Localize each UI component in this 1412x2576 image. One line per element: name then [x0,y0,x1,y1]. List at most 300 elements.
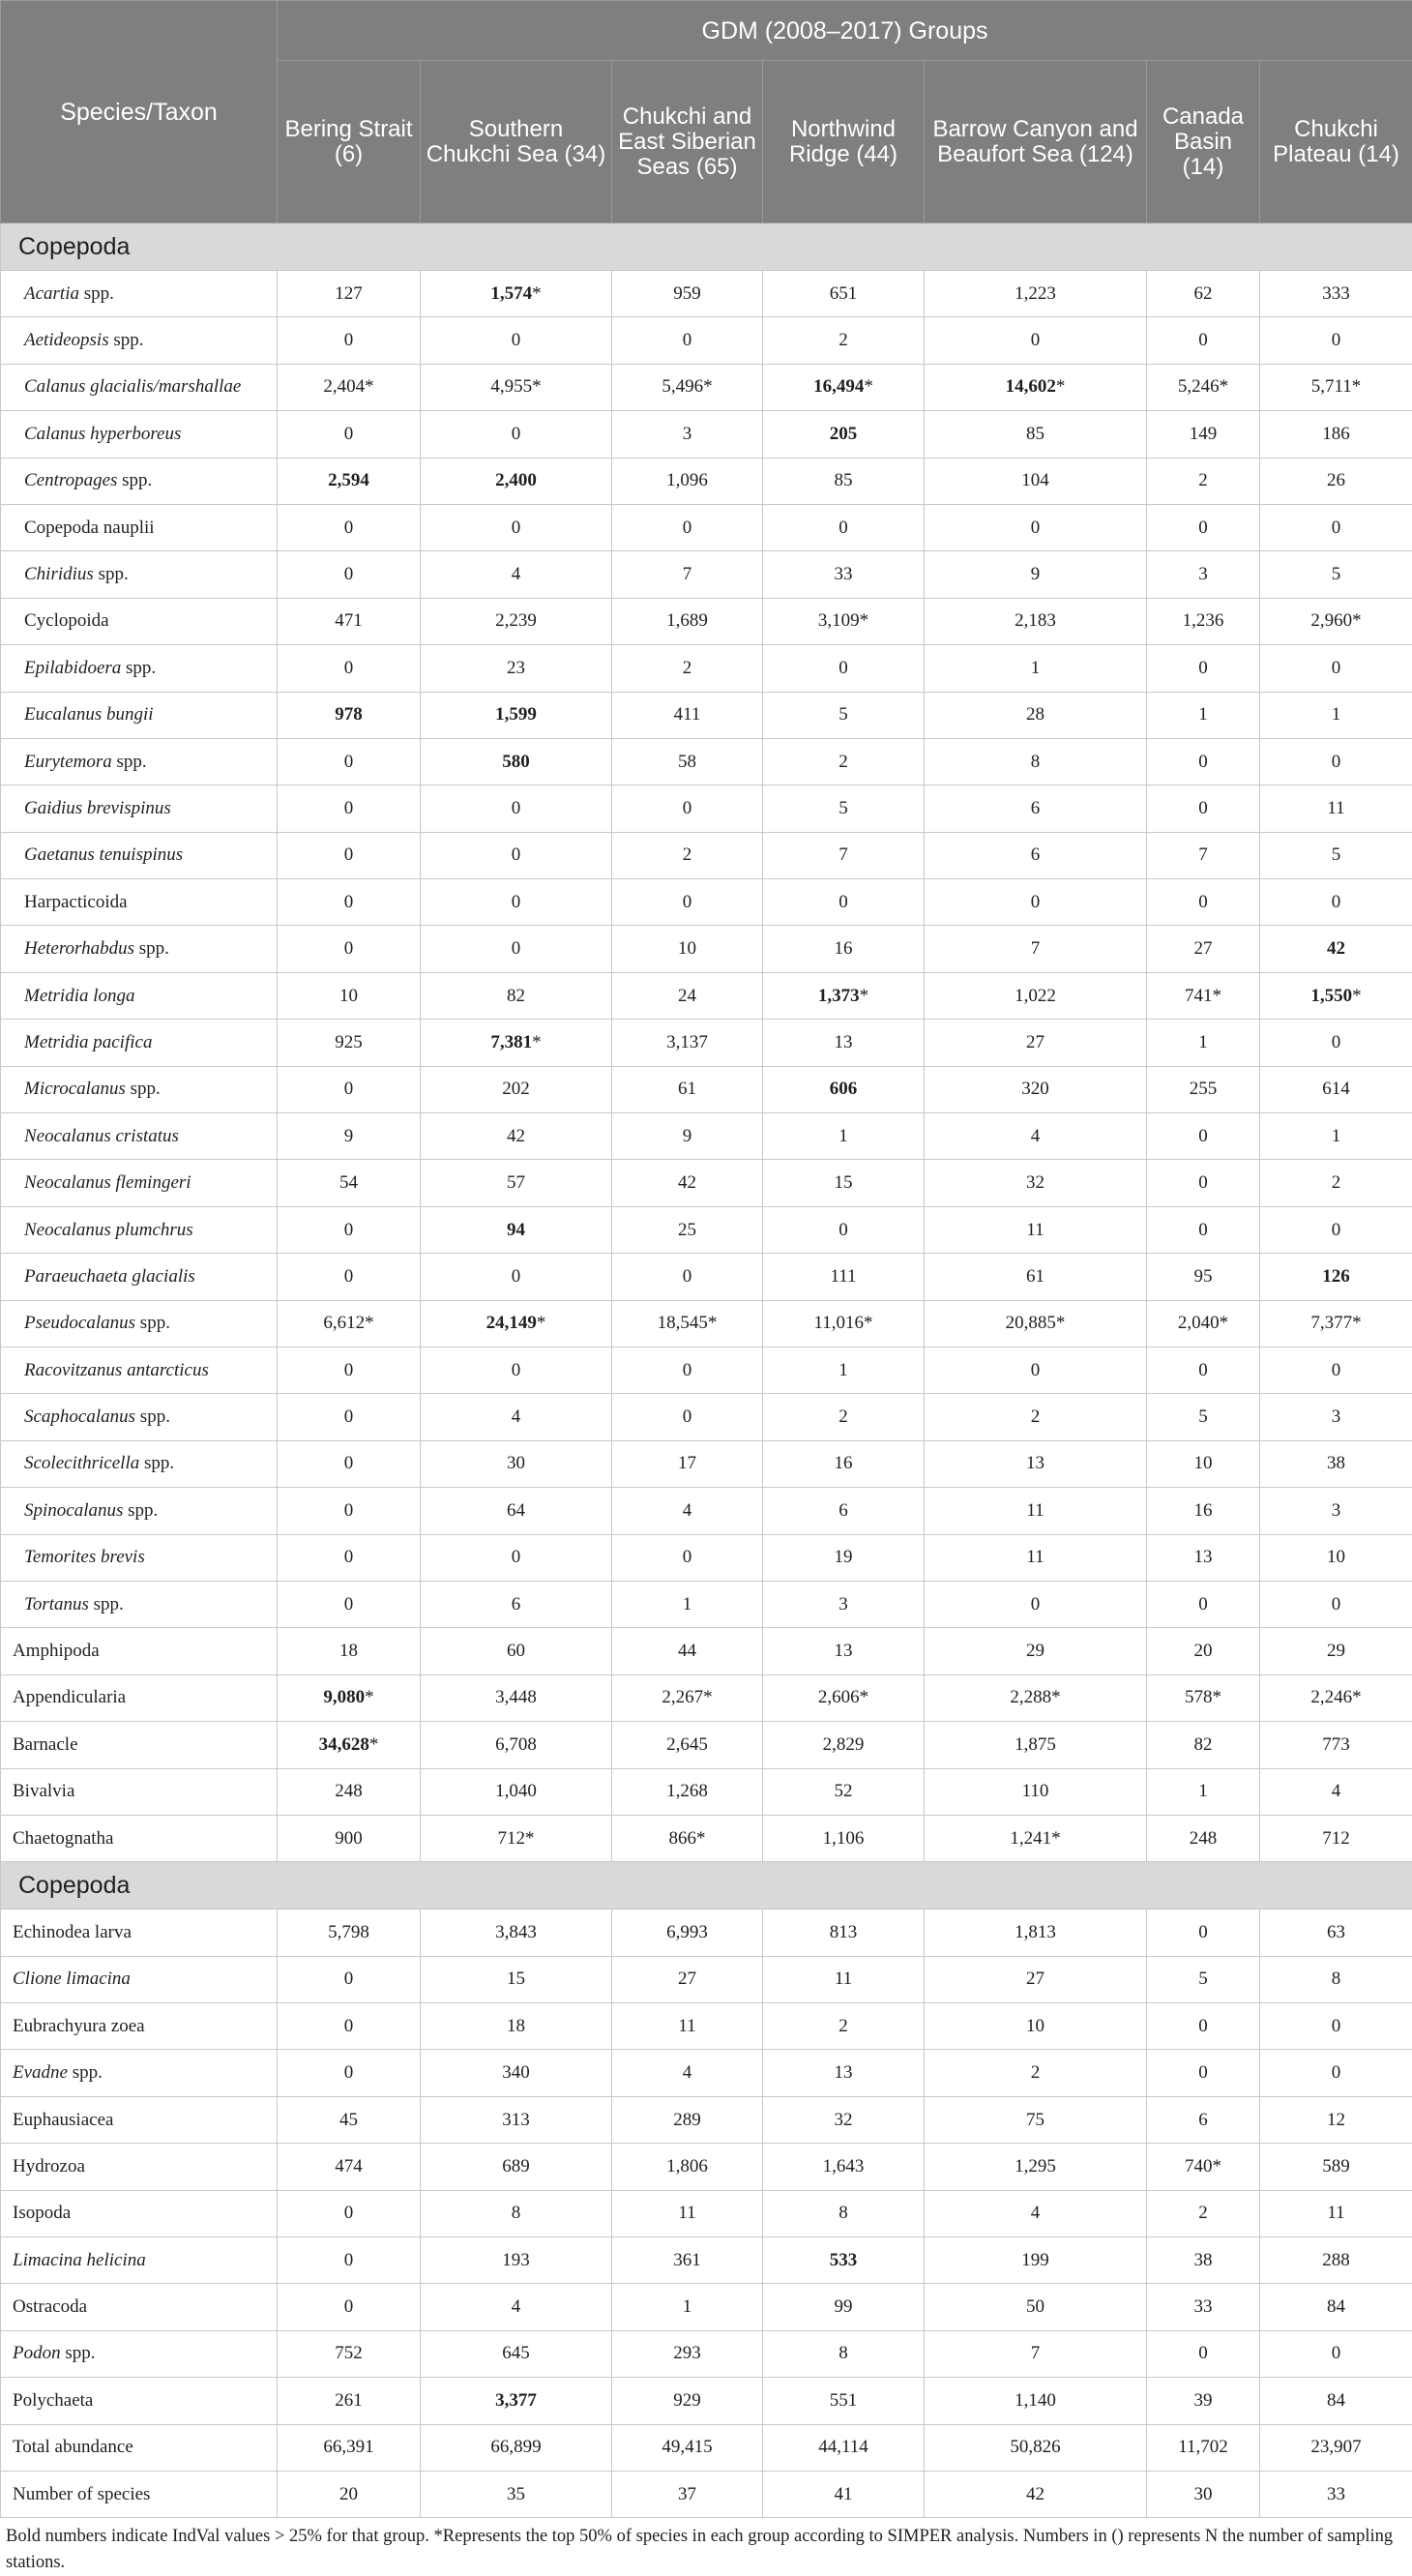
value-cell [421,2003,612,2050]
abundance-value: 42 [1026,2484,1044,2504]
value-cell [925,2237,1147,2284]
value-cell [421,1347,612,1393]
abundance-value: 202 [502,1079,530,1099]
abundance-value: 0 [838,1220,848,1240]
taxon-name: Ostracoda [13,2296,87,2317]
value-cell [1260,551,1412,598]
abundance-value: 1,223 [1015,283,1056,304]
taxon-name-cell [1,271,278,317]
taxon-name: Chaetognatha [13,1828,113,1849]
value-cell [925,879,1147,926]
abundance-value: 0 [1198,892,1208,912]
simper-star-marker: * [1051,1828,1061,1849]
abundance-value: 1 [683,2296,692,2317]
table-row [1,2003,1412,2050]
abundance-value: 0 [344,1406,354,1427]
value-cell [421,2424,612,2471]
taxon-name: Eucalanus bungii [24,704,154,725]
abundance-value: 44 [678,1641,696,1661]
abundance-value: 0 [344,892,354,912]
section-header [1,1862,1412,1910]
abundance-value: 2,183 [1015,610,1056,631]
taxon-name: Appendicularia [13,1687,126,1707]
value-cell [763,1254,925,1300]
abundance-value: 27 [1194,938,1213,959]
value-cell [421,2144,612,2190]
value-cell [1260,1581,1412,1627]
abundance-value: 44,114 [818,2437,868,2457]
value-cell [1147,1206,1260,1253]
value-cell [1147,738,1260,785]
value-cell [763,504,925,550]
taxon-name: Heterorhabdus [24,938,134,959]
value-cell [763,1347,925,1393]
value-cell [612,2424,763,2471]
abundance-value: 61 [678,1079,696,1099]
taxon-name-suffix: spp. [109,330,144,350]
value-cell [421,2050,612,2096]
abundance-value: 0 [512,798,521,818]
value-cell [1260,2378,1412,2424]
value-cell [278,1956,421,2002]
abundance-value: 85 [835,470,853,490]
table-row [1,1440,1412,1487]
value-cell [763,458,925,504]
taxon-name-cell [1,2050,278,2096]
abundance-value: 5 [838,798,848,818]
abundance-value: 9,080 [323,1687,365,1707]
value-cell [763,1488,925,1534]
abundance-value: 2,040 [1178,1313,1220,1333]
value-cell [612,972,763,1019]
value-cell [278,1768,421,1815]
abundance-value: 110 [1022,1781,1049,1801]
abundance-value: 2 [1198,470,1208,490]
taxon-name: Hydrozoa [13,2156,85,2176]
value-cell [925,832,1147,878]
table-row [1,738,1412,785]
table-row [1,832,1412,878]
abundance-value: 1,550 [1310,986,1352,1006]
abundance-value: 1,574 [490,283,532,304]
abundance-value: 0 [838,658,848,678]
value-cell [421,926,612,972]
value-cell [1147,1488,1260,1534]
value-cell [278,879,421,926]
abundance-value: 813 [830,1922,858,1942]
value-cell [1147,1113,1260,1160]
value-cell [763,2471,925,2517]
value-cell [278,2190,421,2236]
abundance-value: 0 [512,424,521,444]
value-cell [612,785,763,832]
value-cell [763,2424,925,2471]
simper-star-marker: * [1213,2156,1222,2176]
value-cell [421,785,612,832]
abundance-value: 3,109 [818,610,860,631]
taxon-name: Gaidius brevispinus [24,798,171,818]
taxon-name-suffix: spp. [94,564,129,584]
value-cell [763,645,925,692]
value-cell [763,411,925,458]
abundance-value: 0 [1198,2343,1208,2363]
value-cell [612,1394,763,1440]
value-cell [1147,1628,1260,1674]
taxon-name-cell [1,738,278,785]
taxon-name: Neocalanus plumchrus [24,1220,193,1240]
simper-star-marker: * [369,1734,379,1755]
taxon-name: Gaetanus tenuispinus [24,844,183,865]
taxon-name-cell [1,1768,278,1815]
abundance-value: 1,268 [666,1781,708,1801]
taxon-name-suffix: spp. [126,1079,161,1099]
abundance-value: 41 [835,2484,853,2504]
table-row [1,458,1412,504]
taxon-name-cell [1,2330,278,2377]
taxon-name: Amphipoda [13,1641,100,1661]
value-cell [1147,2003,1260,2050]
value-cell [763,1300,925,1347]
abundance-value: 288 [1322,2250,1350,2270]
table-row [1,1722,1412,1768]
value-cell [763,1160,925,1206]
abundance-value: 0 [344,1360,354,1380]
value-cell [925,645,1147,692]
abundance-value: 8 [1031,752,1041,772]
value-cell [1260,598,1412,644]
group-header-chukchi-east-siberian: Chukchi and East Siberian Seas (65) [612,61,763,223]
abundance-value: 75 [1026,2110,1044,2130]
abundance-value: 11 [1026,1547,1044,1567]
value-cell [1147,1581,1260,1627]
abundance-value: 0 [683,518,692,538]
value-cell [925,926,1147,972]
table-row [1,1581,1412,1627]
abundance-value: 0 [1031,892,1041,912]
value-cell [763,2096,925,2143]
value-cell [925,1440,1147,1487]
value-cell [925,2190,1147,2236]
abundance-value: 411 [674,704,701,725]
value-cell [763,1581,925,1627]
abundance-value: 13 [835,2062,853,2083]
value-cell [925,1020,1147,1066]
simper-star-marker: * [532,1032,542,1052]
table-row [1,1910,1412,1956]
taxon-name: Euphausiacea [13,2110,113,2130]
abundance-value: 0 [344,1547,354,1567]
value-cell [1147,1768,1260,1815]
value-cell [763,2284,925,2330]
abundance-value: 5,246 [1178,376,1220,397]
value-cell [1260,1113,1412,1160]
value-cell [612,2050,763,2096]
abundance-value: 0 [1198,1172,1208,1193]
value-cell [612,879,763,926]
abundance-value: 0 [1198,1126,1208,1146]
abundance-value: 866 [669,1828,697,1849]
value-cell [1147,1534,1260,1581]
value-cell [763,2330,925,2377]
value-cell [1147,2050,1260,2096]
abundance-value: 925 [335,1032,363,1052]
abundance-value: 293 [673,2343,701,2363]
abundance-value: 0 [344,1594,354,1614]
taxon-name-cell [1,2237,278,2284]
abundance-value: 3,377 [495,2390,537,2411]
abundance-value: 0 [344,2203,354,2223]
value-cell [421,1300,612,1347]
abundance-value: 3 [1332,1406,1341,1427]
value-cell [925,551,1147,598]
table-row [1,1206,1412,1253]
value-cell [763,1910,925,1956]
abundance-value: 126 [1322,1266,1350,1287]
value-cell [1147,1815,1260,1861]
abundance-value: 0 [838,518,848,538]
abundance-value: 30 [1194,2484,1213,2504]
value-cell [925,1674,1147,1721]
abundance-value: 11 [1026,1500,1044,1521]
taxon-name-cell [1,364,278,410]
groups-header: GDM (2008–2017) Groups [278,1,1412,61]
taxon-name-cell [1,1113,278,1160]
table-row [1,1815,1412,1861]
table-row [1,2190,1412,2236]
abundance-value: 320 [1021,1079,1049,1099]
taxon-name-cell [1,1488,278,1534]
abundance-value: 4 [512,1406,521,1427]
value-cell [925,2003,1147,2050]
value-cell [1260,1768,1412,1815]
value-cell [278,271,421,317]
abundance-value: 50 [1026,2296,1044,2317]
abundance-value: 14,602 [1006,376,1056,397]
value-cell [421,458,612,504]
abundance-value: 5,711 [1311,376,1352,397]
abundance-value: 35 [507,2484,525,2504]
taxon-name-cell [1,1628,278,1674]
value-cell [278,2424,421,2471]
taxon-name-cell [1,504,278,550]
value-cell [925,1488,1147,1534]
table-row [1,2144,1412,2190]
value-cell [1260,2284,1412,2330]
taxon-name-suffix: spp. [139,1453,174,1473]
taxon-name-suffix: spp. [134,938,169,959]
value-cell [612,2096,763,2143]
taxon-name-cell [1,2471,278,2517]
abundance-value: 2 [838,330,848,350]
taxon-name-suffix: spp. [117,470,152,490]
value-cell [1147,1300,1260,1347]
value-cell [925,411,1147,458]
abundance-value: 20 [339,2484,358,2504]
simper-star-marker: * [860,1687,869,1707]
taxon-name-cell [1,645,278,692]
abundance-value: 0 [344,564,354,584]
value-cell [763,271,925,317]
section-header [1,223,1412,271]
value-cell [1147,1722,1260,1768]
abundance-value: 52 [835,1781,853,1801]
table-row [1,879,1412,926]
value-cell [763,598,925,644]
abundance-value: 313 [502,2110,530,2130]
value-cell [763,879,925,926]
abundance-value: 0 [1198,658,1208,678]
abundance-value: 0 [344,2296,354,2317]
abundance-value: 16 [835,1453,853,1473]
taxon-name: Calanus glacialis/marshallae [24,376,241,397]
taxon-name-cell [1,1534,278,1581]
abundance-value: 10 [339,986,358,1006]
abundance-value: 7,377 [1310,1313,1352,1333]
value-cell [278,785,421,832]
abundance-value: 5,798 [328,1922,369,1942]
table-row [1,2471,1412,2517]
simper-star-marker: * [860,610,869,631]
value-cell [1147,1674,1260,1721]
value-cell [925,2378,1147,2424]
abundance-value: 23,907 [1310,2437,1361,2457]
abundance-value: 5 [1198,1969,1208,1989]
value-cell [925,2330,1147,2377]
abundance-value: 95 [1194,1266,1213,1287]
taxon-name-cell [1,972,278,1019]
abundance-value: 24,149 [486,1313,537,1333]
value-cell [1147,1020,1260,1066]
abundance-value: 11 [1327,2203,1344,2223]
table-footnote: Bold numbers indicate IndVal values > 25% for that group. *Represents the top 50% of species in each group according to SIMPER analysis. Numbers in () represents N the number of sampling stations. [0,2518,1412,2576]
value-cell [421,1488,612,1534]
table-row [1,1347,1412,1393]
value-cell [925,2424,1147,2471]
table-row [1,504,1412,550]
abundance-value: 0 [1198,1360,1208,1380]
abundance-value: 0 [344,2016,354,2036]
abundance-value: 0 [1198,752,1208,772]
taxon-name-cell [1,1160,278,1206]
abundance-value: 45 [339,2110,358,2130]
abundance-value: 85 [1026,424,1044,444]
abundance-value: 13 [1026,1453,1044,1473]
simper-star-marker: * [1213,1687,1222,1707]
abundance-value: 60 [507,1641,525,1661]
abundance-value: 773 [1322,1734,1350,1755]
taxon-name-cell [1,1910,278,1956]
value-cell [612,738,763,785]
table-row [1,2284,1412,2330]
abundance-value: 6 [1198,2110,1208,2130]
abundance-value: 1,140 [1015,2390,1056,2411]
value-cell [612,2190,763,2236]
value-cell [1147,2378,1260,2424]
value-cell [278,1254,421,1300]
value-cell [763,832,925,878]
abundance-value: 9 [1031,564,1041,584]
taxon-name: Epilabidoera [24,658,121,678]
value-cell [925,1722,1147,1768]
value-cell [1147,411,1260,458]
abundance-value: 0 [344,798,354,818]
abundance-value: 3,448 [495,1687,537,1707]
value-cell [278,738,421,785]
abundance-value: 606 [830,1079,858,1099]
abundance-value: 1,241 [1010,1828,1051,1849]
simper-star-marker: * [1051,1687,1061,1707]
value-cell [763,1534,925,1581]
taxon-name-cell [1,551,278,598]
abundance-value: 0 [344,844,354,865]
taxon-name-cell [1,1066,278,1112]
table-header [1,1,1412,223]
abundance-value: 16 [835,938,853,959]
taxon-name: Clione limacina [13,1969,131,1989]
value-cell [278,645,421,692]
simper-star-marker: * [696,1828,706,1849]
value-cell [278,1300,421,1347]
abundance-value: 0 [512,518,521,538]
value-cell [1260,926,1412,972]
value-cell [925,271,1147,317]
abundance-value: 0 [1332,1594,1341,1614]
abundance-value: 1,813 [1015,1922,1056,1942]
abundance-value: 19 [835,1547,853,1567]
value-cell [421,1768,612,1815]
abundance-value: 49,415 [662,2437,712,2457]
value-cell [1147,2471,1260,2517]
abundance-value: 0 [344,518,354,538]
abundance-value: 2 [838,752,848,772]
abundance-value: 0 [344,330,354,350]
value-cell [1260,2096,1412,2143]
abundance-value: 27 [1026,1969,1044,1989]
abundance-value: 0 [1332,1220,1341,1240]
abundance-value: 978 [335,704,363,725]
table-row [1,2330,1412,2377]
abundance-value: 578 [1185,1687,1213,1707]
value-cell [1260,411,1412,458]
value-cell [1147,645,1260,692]
value-cell [421,317,612,364]
taxon-name-suffix: spp. [121,658,156,678]
abundance-value: 26 [1327,470,1345,490]
abundance-value: 29 [1327,1641,1345,1661]
table-row [1,2237,1412,2284]
simper-star-marker: * [860,986,869,1006]
value-cell [1260,1020,1412,1066]
value-cell [421,1206,612,1253]
value-cell [278,458,421,504]
table-row [1,2378,1412,2424]
abundance-value: 3 [1332,1500,1341,1521]
table-row [1,317,1412,364]
abundance-value: 38 [1194,2250,1213,2270]
value-cell [1260,879,1412,926]
value-cell [925,1113,1147,1160]
taxon-name: Total abundance [13,2437,133,2457]
value-cell [612,645,763,692]
abundance-value: 0 [344,752,354,772]
value-cell [278,832,421,878]
abundance-value: 4 [1031,2203,1041,2223]
value-cell [421,1815,612,1861]
value-cell [925,972,1147,1019]
simper-star-marker: * [537,1313,546,1333]
value-cell [278,411,421,458]
taxon-name: Podon [13,2343,61,2363]
